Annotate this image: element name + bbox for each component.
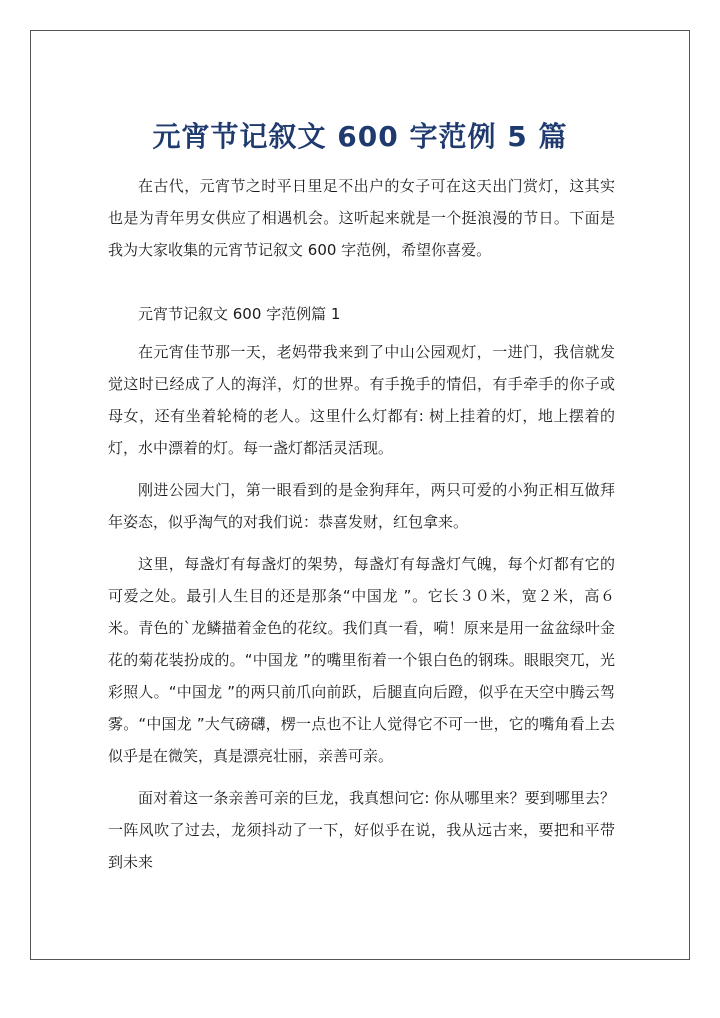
document-body — [108, 170, 615, 888]
body-paragraph-4: 面对着这一条亲善可亲的巨龙，我真想问它: 你从哪里来？要到哪里去？一阵风吹了过去，龙须抖动了一下，好似乎在说，我从远古来，要把和平带到未来 — [108, 789, 615, 871]
section-heading: 元宵节记叙文 600 字范例篇 1 — [138, 305, 341, 323]
body-paragraph-2: 刚进公园大门，第一眼看到的是金狗拜年，两只可爱的小狗正相互做拜年姿态，似乎淘气的对我们说：恭喜发财，红包拿来。 — [108, 481, 615, 531]
body-paragraph-1: 在元宵佳节那一天，老妈带我来到了中山公园观灯，一进门，我信就发觉这时已经成了人的海洋，灯的世界。有手挽手的情侣，有手牵手的你子或母女，还有坐着轮椅的老人。这里什么灯都有: 树上挂着的灯，地上摆着的灯，水中漂着的灯。每一盏灯都活灵活现。 — [108, 343, 615, 457]
intro-paragraph: 在古代，元宵节之时平日里足不出户的女子可在这天出门赏灯，这其实也是为青年男女供应了相遇机会。这听起来就是一个挺浪漫的节日。下面是我为大家收集的元宵节记叙文 600 字范例，希望你喜爱。 — [108, 177, 615, 259]
body-paragraph-3: 这里，每盏灯有每盏灯的架势，每盏灯有每盏灯气魄，每个灯都有它的可爱之处。最引人生目的还是那条“中国龙 ”。它长３０米，宽２米，高６米。青色的`龙鳞描着金色的花纹。我们真一看，嗬！原来是用一盆盆绿叶金花的菊花装扮成的。“中国龙 ”的嘴里衔着一个银白色的钢珠。眼眼突兀，光彩照人。“中国龙 ”的两只前爪向前跃，后腿直向后蹬，似乎在天空中腾云驾雾。“中国龙 ”大气磅礴，楞一点也不让人觉得它不可一世，它的嘴角看上去似乎是在微笑，真是漂亮壮丽，亲善可亲。 — [108, 555, 615, 765]
page-title: 元宵节记叙文 600 字范例 5 篇 — [152, 119, 568, 153]
